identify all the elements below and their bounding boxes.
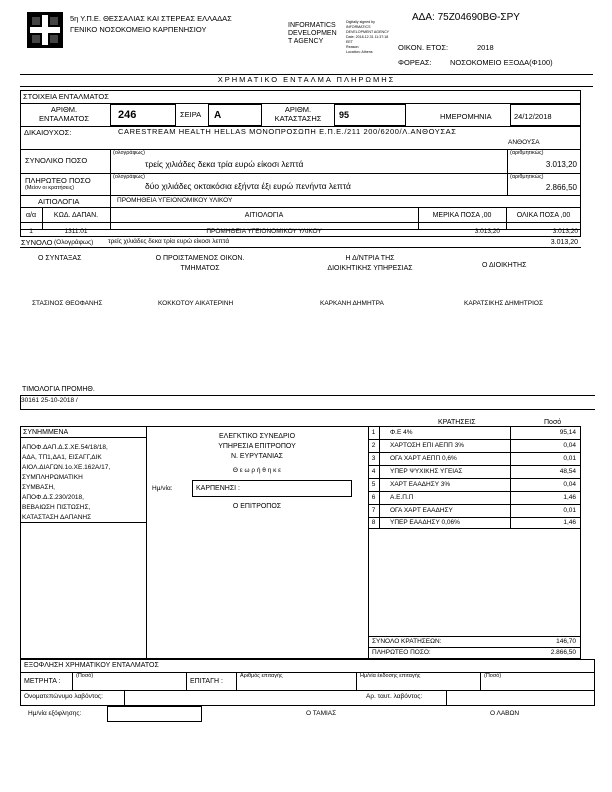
letters-hint: (ολογράφως) [113, 150, 145, 156]
payee-label: Ονοματεπώνυμο λαβόντος: [24, 693, 103, 700]
cashier-label: Ο ΤΑΜΙΑΣ [306, 710, 337, 717]
statement-label: ΚΑΤΑΣΤΑΣΗΣ [274, 114, 322, 123]
attachments-list: ΑΠΟΦ.ΔΑΠ.Δ.Σ.ΧΕ.54/18/18, ΑΔΑ, ΤΠ1,ΔΑ1, ΕΙΣΑΓΓ,ΔΙΚ ΑΙΟΛ.ΔΙΑΓΩΝ.1ο.ΧΕ.162Α/17, ΣΥΜΠΛΗΡΩΜΑΤΙΚΗ ΣΥΜΒΑΣΗ, ΑΠΟΦ.Δ.Σ.230/2018, ΒΕΒΑΙΩΣΗ ΠΙΣΤΩΣΗΣ, ΚΑΤΑΣΤΑΣΗ ΔΑΠΑΝΗΣ [22, 444, 111, 521]
audit-line: Ν. ΕΥΡΥΤΑΝΙΑΣ [230, 453, 284, 460]
deduction-index: 5 [371, 481, 376, 488]
deduction-name: Φ.Ε 4% [390, 429, 413, 436]
role-finance-head: Ο ΠΡΟΙΣΤΑΜΕΝΟΣ ΟΙΚΟΝ. [155, 255, 245, 262]
deduction-index: 7 [371, 507, 376, 514]
deduction-index: 8 [371, 519, 376, 526]
audit-date-label: Ημ/νία: [152, 485, 173, 492]
deduction-amount: 0,01 [563, 455, 576, 462]
deductions-title: ΚΡΑΤΗΣΕΙΣ [438, 419, 476, 426]
deduction-name: ΥΠΕΡ ΨΥΧΙΚΗΣ ΥΓΕΙΑΣ [390, 468, 463, 475]
row-partial: 3.013,20 [474, 228, 500, 235]
deduction-amount: 48,54 [559, 468, 576, 475]
beneficiary-city: ΑΝΘΟΥΣΑ [508, 139, 540, 146]
audit-signer: Ο ΕΠΙΤΡΟΠΟΣ [232, 503, 282, 510]
col-header: α/α [25, 212, 37, 219]
invoices-label: ΤΙΜΟΛΟΓΙΑ ΠΡΟΜΗΘ. [22, 386, 95, 393]
cheque-amount-hint: (Ποσό) [484, 673, 502, 679]
agency-label: ΦΟΡΕΑΣ: [398, 58, 432, 67]
region-title: 5η Υ.Π.Ε. ΘΕΣΣΑΛΙΑΣ ΚΑΙ ΣΤΕΡΕΑΣ ΕΛΛΑΔΑΣ [70, 14, 232, 23]
net-paid-label: ΠΛΗΡΩΤΕΟ ΠΟΣΟ: [372, 649, 431, 656]
id-label: Αρ. ταυτ. λαβόντος: [366, 693, 423, 700]
series-value: Α [214, 110, 222, 121]
sum-words-hint: (Ολογράφως) [54, 239, 94, 246]
digital-signature-block: Digitally signed by INFORMATICS DEVELOPMENT AGENCY Date: 2018.12.31 11:37:18 EET Reason: Location: Athens [346, 20, 390, 54]
deductions-amount-label: Ποσό [544, 419, 562, 426]
deduction-name: ΧΑΡΤ ΕΑΑΔΗΣΥ 3% [390, 481, 451, 488]
col-header: ΚΩΔ. ΔΑΠΑΝ. [53, 212, 99, 219]
audit-line: ΥΠΗΡΕΣΙΑ ΕΠΙΤΡΟΠΟΥ [218, 443, 296, 450]
settlement-title: ΕΞΟΦΛΗΣΗ ΧΡΗΜΑΤΙΚΟΥ ΕΝΤΑΛΜΑΤΟΣ [24, 662, 159, 669]
order-date: 24/12/2018 [514, 112, 552, 121]
audit-seen: Θ ε ω ρ ή θ η κ ε [232, 467, 282, 474]
deduction-index: 3 [371, 455, 376, 462]
fiscal-year-label: ΟΙΚΟΝ. ΕΤΟΣ: [398, 43, 449, 52]
document-title: ΧΡΗΜΑΤΙΚΟ ΕΝΤΑΛΜΑ ΠΛΗΡΩΜΗΣ [217, 75, 396, 84]
deduction-amount: 95,14 [559, 429, 576, 436]
deduction-name: ΟΓΑ ΧΑΡΤ ΑΕΠΠ 0,6% [390, 455, 457, 462]
total-amount: 3.013,20 [545, 160, 577, 169]
deduction-amount: 1,46 [563, 519, 576, 526]
total-label: ΣΥΝΟΛΙΚΟ ΠΟΣΟ [25, 156, 88, 165]
col-header: ΟΛΙΚΑ ΠΟΣΑ ,00 [516, 212, 571, 219]
order-num-label: ΑΡΙΘΜ. [50, 105, 78, 114]
paid-amount: 2.866,50 [545, 183, 577, 192]
deductions-total-label: ΣΥΝΟΛΟ ΚΡΑΤΗΣΕΩΝ: [372, 638, 442, 645]
numbers-hint: (αριθμητικώς) [510, 174, 544, 180]
letters-hint: (ολογράφως) [113, 174, 145, 180]
hospital-logo [27, 12, 63, 48]
hospital-name: ΓΕΝΙΚΟ ΝΟΣΟΚΟΜΕΙΟ ΚΑΡΠΕΝΗΣΙΟΥ [70, 25, 207, 34]
deduction-index: 6 [371, 494, 376, 501]
issue-date-hint: Ημ/νία έκδοσης επιταγής [360, 673, 421, 679]
attachments-title: ΣΥΝΗΜΜΕΝΑ [23, 429, 69, 436]
signer-name: ΚΑΡΑΤΣΙΚΗΣ ΔΗΜΗΤΡΙΟΣ [464, 300, 543, 307]
reason-label: ΑΙΤΙΟΛΟΓΙΑ [38, 197, 80, 206]
sum-amount: 3.013,20 [550, 239, 578, 246]
deduction-name: ΟΓΑ ΧΑΡΤ ΕΑΑΔΗΣΥ [390, 507, 453, 514]
signer-name: ΣΤΑΣΙΝΟΣ ΘΕΟΦΑΝΗΣ [32, 300, 103, 307]
order-num-label: ΕΝΤΑΛΜΑΤΟΣ [38, 114, 90, 123]
total-in-words: τρείς χιλιάδες δεκα τρία ευρώ είκοσι λεπτά [145, 159, 304, 169]
reason-value: ΠΡΟΜΗΘΕΙΑ ΥΓΕΙΟΝΟΜΙΚΟΥ ΥΛΙΚΟΥ [117, 197, 233, 204]
cheque-label: ΕΠΙΤΑΓΗ : [190, 678, 223, 685]
date-label: ΗΜΕΡΟΜΗΝΙΑ [440, 112, 492, 121]
ada-number: ΑΔΑ: 75Ζ04690ΒΘ-ΣΡΥ [412, 12, 520, 23]
deduction-index: 2 [371, 442, 376, 449]
paid-hint: (Μείον οι κρατήσεις) [25, 185, 75, 191]
section-title: ΣΤΟΙΧΕΙΑ ΕΝΤΑΛΜΑΤΟΣ [23, 92, 109, 101]
signer-name: ΚΟΚΚΟΤΟΥ ΑΙΚΑΤΕΡΙΝΗ [158, 300, 234, 307]
payment-date-label: Ημ/νία εξόφλησης: [28, 710, 82, 717]
informatics-line: T AGENCY [288, 38, 324, 45]
statement-number: 95 [339, 110, 350, 120]
col-header: ΜΕΡΙΚΑ ΠΟΣΑ ,00 [432, 212, 492, 219]
deduction-name: ΧΑΡΤΟΣΗ ΕΠΙ ΑΕΠΠ 3% [390, 442, 464, 449]
fiscal-year: 2018 [477, 43, 494, 52]
deduction-amount: 1,46 [563, 494, 576, 501]
cash-amount-hint: (Ποσό) [76, 673, 94, 679]
role-finance-head: ΤΜΗΜΑΤΟΣ [180, 265, 220, 272]
beneficiary-name: CARESTREAM HEALTH HELLAS ΜΟΝΟΠΡΟΣΩΠΗ Ε.Π.Ε./211 200/6200/Λ.ΑΝΘΟΥΣΑΣ [118, 127, 457, 136]
audit-place: ΚΑΡΠΕΝΗΣΙ : [196, 485, 241, 492]
row-total: 3.013,20 [552, 228, 578, 235]
beneficiary-label: ΔΙΚΑΙΟΥΧΟΣ: [24, 128, 72, 137]
deduction-amount: 0,01 [563, 507, 576, 514]
cheque-number-hint: Αριθμός επιταγής [240, 673, 283, 679]
sum-label: ΣΥΝΟΛΟ [21, 238, 53, 247]
deduction-amount: 0,04 [563, 442, 576, 449]
deduction-index: 4 [371, 468, 376, 475]
series-label: ΣΕΙΡΑ [180, 110, 202, 119]
sum-in-words: τρείς χιλιάδες δεκα τρία ευρώ είκοσι λεπτά [108, 238, 230, 245]
paid-label: ΠΛΗΡΩΤΕΟ ΠΟΣΟ [25, 176, 91, 185]
col-header: ΑΙΤΙΟΛΟΓΙΑ [244, 212, 284, 219]
role-admin-director: ΔΙΟΙΚΗΤΙΚΗΣ ΥΠΗΡΕΣΙΑΣ [327, 265, 413, 272]
deduction-name: ΥΠΕΡ ΕΑΑΔΗΣΥ 0,06% [390, 519, 460, 526]
informatics-line: INFORMATICS [288, 22, 336, 29]
row-description: ΠΡΟΜΗΘΕΙΑ ΥΓΕΙΟΝΟΜΙΚΟΥ ΥΛΙΚΟΥ [206, 228, 322, 235]
deduction-index: 1 [371, 429, 376, 436]
role-admin-director: Η Δ/ΝΤΡΙΑ ΤΗΣ [345, 255, 395, 262]
deduction-amount: 0,04 [563, 481, 576, 488]
receiver-label: Ο ΛΑΒΩΝ [490, 710, 520, 717]
invoices-value: 30161 25-10-2018 / [21, 397, 78, 404]
deduction-name: Α.Ε.Π.Π [390, 494, 414, 501]
informatics-line: DEVELOPMEN [288, 30, 337, 37]
paid-in-words: δύο χιλιάδες οκτακόσια εξήντα έξι ευρώ πενήντα λεπτά [145, 181, 351, 191]
agency-name: ΝΟΣΟΚΟΜΕΙΟ ΕΞΟΔΑ(Φ100) [450, 58, 553, 67]
cash-label: ΜΕΤΡΗΤΑ : [24, 678, 61, 685]
audit-line: ΕΛΕΓΚΤΙΚΟ ΣΥΝΕΔΡΙΟ [218, 433, 296, 440]
role-composer: Ο ΣΥΝΤΑΞΑΣ [38, 255, 82, 262]
order-number: 246 [118, 109, 137, 121]
deductions-total: 146,70 [556, 638, 576, 645]
numbers-hint: (αριθμητικώς) [510, 150, 544, 156]
row-index: 1 [29, 228, 33, 235]
signer-name: ΚΑΡΚΑΝΗ ΔΗΜΗΤΡΑ [320, 300, 384, 307]
statement-label: ΑΡΙΘΜ. [284, 105, 312, 114]
row-code: 1311.01 [64, 228, 88, 235]
role-governor: Ο ΔΙΟΙΚΗΤΗΣ [482, 262, 527, 269]
net-paid: 2.866,50 [550, 649, 576, 656]
